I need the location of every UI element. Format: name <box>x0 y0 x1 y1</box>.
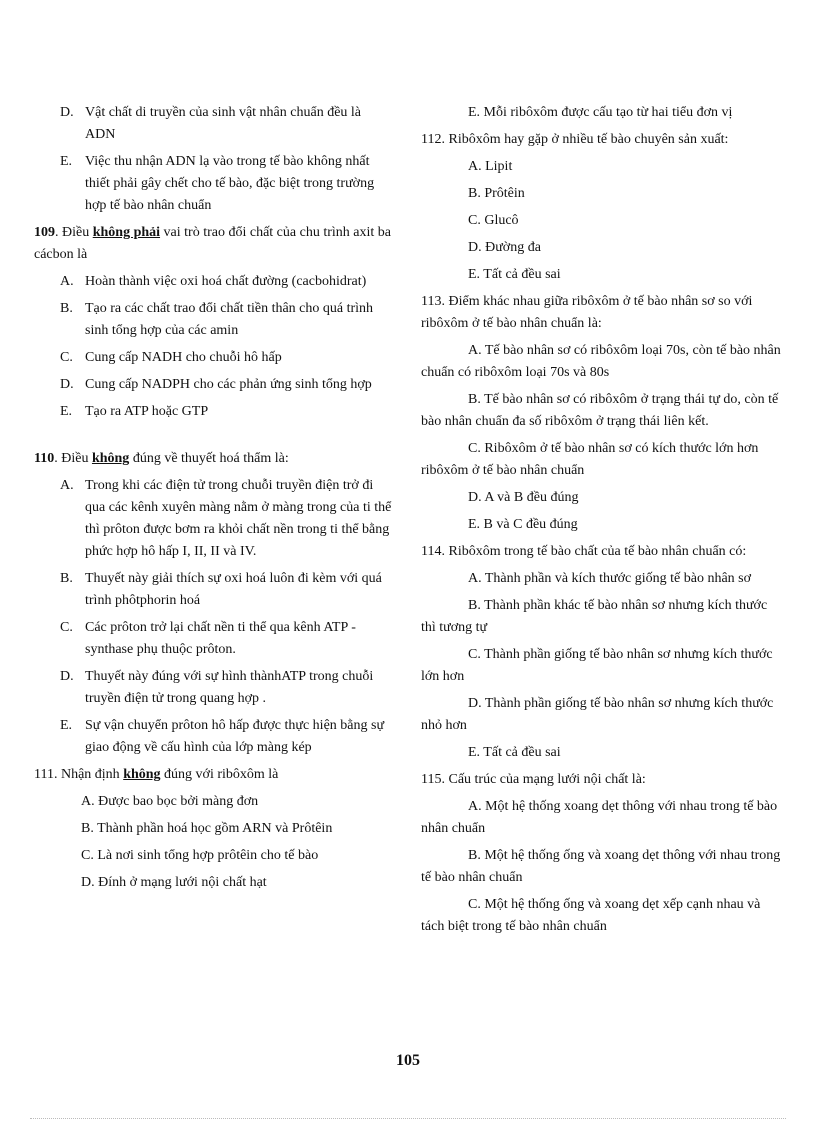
q114-option-a: A. Thành phần và kích thước giống tế bào nhân sơ <box>468 571 752 586</box>
q113-option-b: B. Tế bào nhân sơ có ribôxôm ở trạng thái tự do, còn tế bào nhân chuẩn đa số ribôxôm ở trạng thái liên kết. <box>421 392 779 429</box>
q115-option-a: A. Một hệ thống xoang dẹt thông với nhau trong tế bào nhân chuẩn <box>421 799 778 836</box>
q114-stem: 114. Ribôxôm trong tế bào chất của tế bào nhân chuẩn có: <box>421 544 747 559</box>
q111-stem: 111. Nhận định không đúng với ribôxôm là <box>34 767 279 782</box>
q115-stem: 115. Cấu trúc của mạng lưới nội chất là: <box>421 772 646 787</box>
q110-option-a: A. Trong khi các điện tử trong chuỗi truyền điện trở đi qua các kênh xuyên màng nằm ở màng trong của ti thể thì prôton được bơm ra khỏi chất nền trong ti thể bằng phức hợp hô hấp I, II, II và IV. <box>60 478 392 559</box>
q115-option-c: C. Một hệ thống ống và xoang dẹt xếp cạnh nhau và tách biệt trong tế bào nhân chuẩn <box>421 897 761 934</box>
left-column <box>34 102 394 899</box>
q113-stem: 113. Điểm khác nhau giữa ribôxôm ở tế bào nhân sơ so với ribôxôm ở tế bào nhân chuẩn là: <box>421 294 753 331</box>
q114-option-c: C. Thành phần giống tế bào nhân sơ nhưng kích thước lớn hơn <box>421 647 773 684</box>
q112-stem: 112. Ribôxôm hay gặp ở nhiều tế bào chuyên sản xuất: <box>421 132 729 147</box>
q109-option-d: D. Cung cấp NADPH cho các phản ứng sinh tổng hợp <box>60 377 372 392</box>
q113-option-c: C. Ribôxôm ở tế bào nhân sơ có kích thước lớn hơn ribôxôm ở tế bào nhân chuẩn <box>421 441 759 478</box>
q110-option-d: D. Thuyết này đúng với sự hình thànhATP trong chuỗi truyền điện tử trong quang hợp . <box>60 669 374 706</box>
spacer <box>34 428 394 448</box>
bottom-divider <box>30 1118 786 1119</box>
q114-option-e: E. Tất cả đều sai <box>468 745 561 760</box>
q109-option-a: A. Hoàn thành việc oxi hoá chất đường (cacbohidrat) <box>60 274 367 289</box>
q108-option-d: D. Vật chất di truyền của sinh vật nhân chuẩn đều là ADN <box>60 105 362 142</box>
q110-option-c: C. Các prôton trở lại chất nền ti thể qua kênh ATP - synthase phụ thuộc prôton. <box>60 620 356 657</box>
page-number: 105 <box>396 1052 420 1069</box>
q109-option-e: E. Tạo ra ATP hoặc GTP <box>60 404 209 419</box>
q111-option-e: E. Mỗi ribôxôm được cấu tạo từ hai tiểu đơn vị <box>468 105 733 120</box>
q109-stem: 109. Điều không phải vai trò trao đổi chất của chu trình axit ba cácbon là <box>34 225 391 262</box>
q113-option-a: A. Tế bào nhân sơ có ribôxôm loại 70s, còn tế bào nhân chuẩn có ribôxôm loại 70s và 80s <box>421 343 781 380</box>
q111-option-d: D. Đính ở mạng lưới nội chất hạt <box>81 875 267 890</box>
q115-option-b: B. Một hệ thống ống và xoang dẹt thông với nhau trong tế bào nhân chuẩn <box>421 848 781 885</box>
q111-option-a: A. Được bao bọc bởi màng đơn <box>81 794 259 809</box>
q113-option-d: D. A và B đều đúng <box>468 490 579 505</box>
q110-option-e: E. Sự vận chuyển prôton hô hấp được thực hiện bằng sự giao động về cấu hình của lớp màng kép <box>60 718 385 755</box>
q114-option-d: D. Thành phần giống tế bào nhân sơ nhưng kích thước nhỏ hơn <box>421 696 774 733</box>
q112-option-e: E. Tất cả đều sai <box>468 267 561 282</box>
q110-stem: 110. Điều không đúng về thuyết hoá thẩm là: <box>34 451 289 466</box>
q111-option-c: C. Là nơi sinh tổng hợp prôtêin cho tế bào <box>81 848 319 863</box>
q112-option-b: B. Prôtêin <box>468 186 525 201</box>
q114-option-b: B. Thành phần khác tế bào nhân sơ nhưng kích thước thì tương tự <box>421 598 768 635</box>
q112-option-a: A. Lipit <box>468 159 513 174</box>
q113-option-e: E. B và C đều đúng <box>468 517 578 532</box>
q112-option-c: C. Glucô <box>468 213 519 228</box>
q111-option-b: B. Thành phần hoá học gồm ARN và Prôtêin <box>81 821 333 836</box>
right-column <box>421 102 781 943</box>
q108-option-e: E. Việc thu nhận ADN lạ vào trong tế bào không nhất thiết phải gây chết cho tế bào, đặc biệt trong trường hợp tế bào nhân chuẩn <box>60 154 375 213</box>
q109-option-b: B. Tạo ra các chất trao đổi chất tiền thân cho quá trình sinh tổng hợp của các amin <box>60 301 374 338</box>
q110-option-b: B. Thuyết này giải thích sự oxi hoá luôn đi kèm với quá trình phôtphorin hoá <box>60 571 382 608</box>
q112-option-d: D. Đường đa <box>468 240 541 255</box>
q109-option-c: C. Cung cấp NADH cho chuỗi hô hấp <box>60 350 282 365</box>
